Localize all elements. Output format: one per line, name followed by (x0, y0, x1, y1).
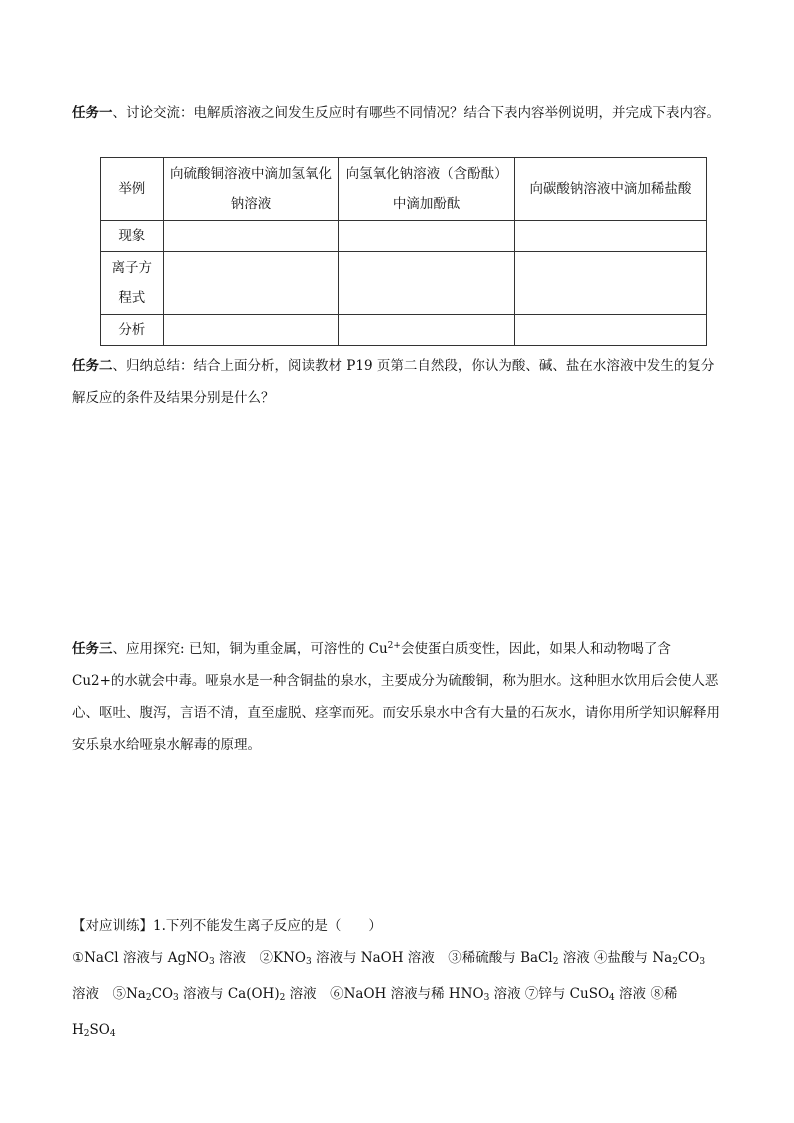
option-6: ⑥NaOH 溶液与稀 $HNO_3$ 溶液 (330, 986, 521, 1003)
example-table (100, 157, 707, 346)
task3-superscript: 2+ (387, 641, 401, 651)
task3-text-b: 会使蛋白质变性，因此，如果人和动物喝了含 Cu2+的水就会中毒。哑泉水是一种含铜盐的泉水，主要成分为硫酸铜，称为胆水。这种胆水饮用后会使人恶心、呕吐、腹泻，言语不清，直至虚脱、痉挛而死。而安乐泉水中含有大量的石灰水，请你用所学知识解释用安乐泉水给哑泉水解毒的原理。 (72, 641, 720, 753)
answer-cell[interactable] (514, 315, 706, 346)
answer-cell[interactable] (163, 252, 339, 315)
row-label: 离子方程式 (101, 252, 164, 315)
answer-cell[interactable] (514, 221, 706, 252)
table-row (101, 315, 707, 346)
task2-label: 任务二 (72, 358, 113, 374)
task3-label: 任务三 (72, 641, 113, 657)
table-header-cell: 向硫酸铜溶液中滴加氢氧化钠溶液 (163, 158, 339, 221)
table-header-cell: 举例 (101, 158, 164, 221)
option-2: $②KNO_3$ 溶液与 NaOH 溶液 (259, 950, 435, 967)
option-5: $⑤Na_2CO_3$ 溶液与 $Ca(OH)_2$ 溶液 (112, 986, 317, 1003)
task3-text-a: 、应用探究: 已知，铜为重金属，可溶性的 Cu (112, 641, 388, 657)
option-7: ⑦锌与 CuSO$_4$ 溶液 (524, 986, 647, 1003)
answer-cell[interactable] (514, 252, 706, 315)
training-options (72, 942, 722, 1050)
task2-paragraph (72, 350, 722, 414)
task3-paragraph (72, 630, 722, 761)
option-3: ③稀硫酸与 BaCl$_2$ 溶液 (448, 950, 590, 967)
option-1: ①NaCl 溶液与 AgNO$_3$ 溶液 (72, 950, 246, 967)
answer-cell[interactable] (339, 315, 515, 346)
table-row (101, 252, 707, 315)
answer-cell[interactable] (163, 315, 339, 346)
answer-cell[interactable] (339, 252, 515, 315)
table-header-cell: 向氢氧化钠溶液（含酚酞）中滴加酚酞 (339, 158, 515, 221)
answer-cell[interactable] (339, 221, 515, 252)
table-header-row (101, 158, 707, 221)
answer-cell[interactable] (163, 221, 339, 252)
table-header-cell: 向碳酸钠溶液中滴加稀盐酸 (514, 158, 706, 221)
option-8: ⑧稀 $H_2SO_4$ (72, 986, 678, 1039)
task1-text: 、讨论交流：电解质溶液之间发生反应时有哪些不同情况？结合下表内容举例说明，并完成下表内容。 (112, 105, 720, 121)
row-label: 分析 (101, 315, 164, 346)
row-label: 现象 (101, 221, 164, 252)
table-row (101, 221, 707, 252)
training-title: 【对应训练】1.下列不能发生离子反应的是（ ） (72, 918, 382, 934)
task1-paragraph (72, 97, 722, 129)
task1-label: 任务一 (72, 105, 113, 121)
task2-text: 、归纳总结：结合上面分析，阅读教材 P19 页第二自然段，你认为酸、碱、盐在水溶液中发生的复分解反应的条件及结果分别是什么？ (72, 358, 715, 406)
option-4: ④盐酸与 $Na_2CO_3$ 溶液 (72, 950, 706, 1002)
